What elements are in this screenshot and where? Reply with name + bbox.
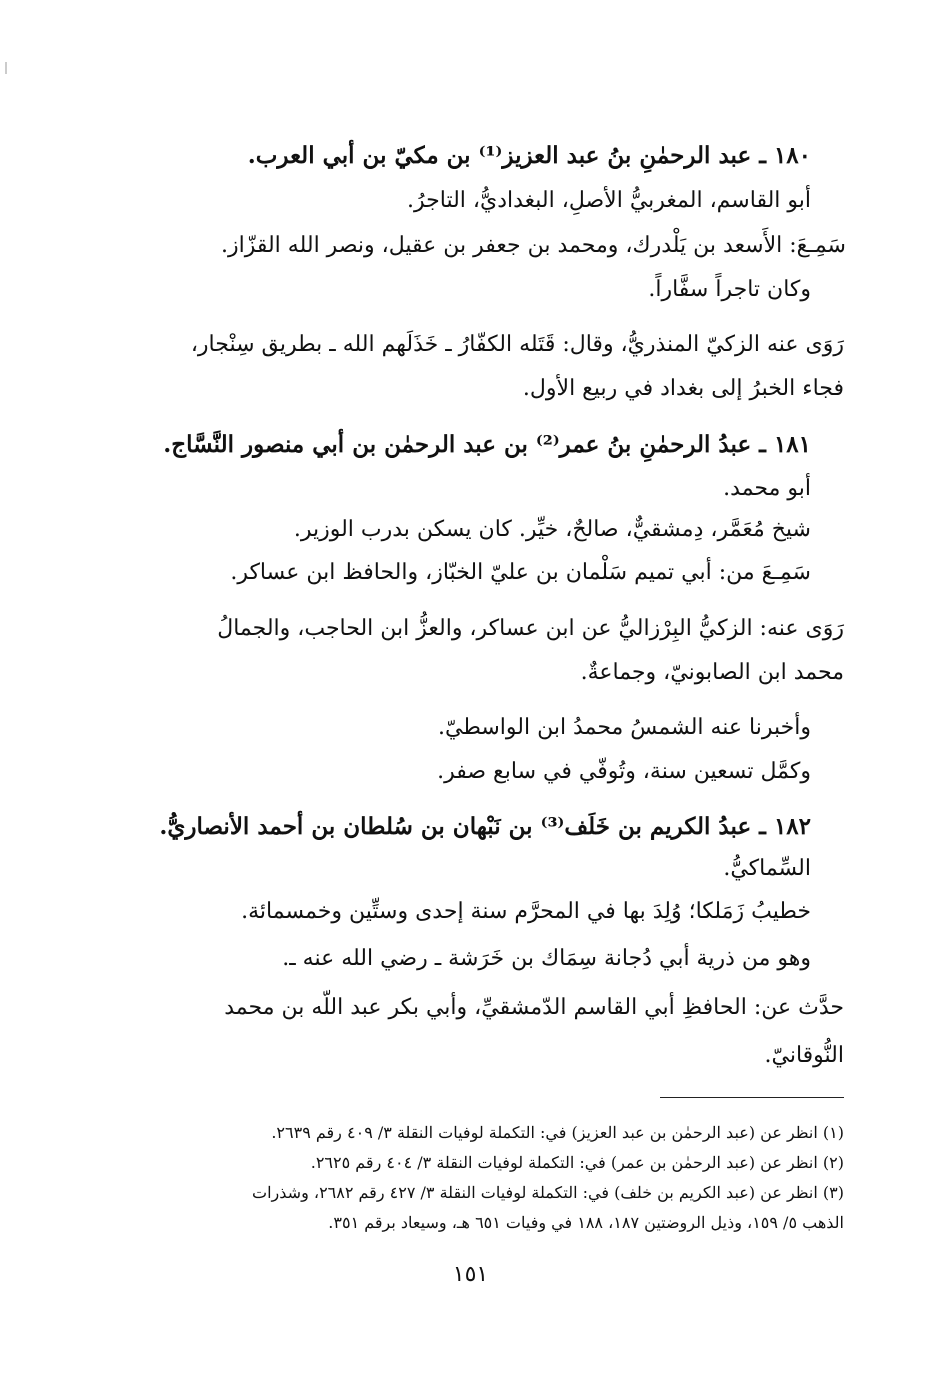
entry-182-line-5: النُّوقانيّ. xyxy=(764,1043,844,1068)
entry-180-line-5: فجاء الخبرُ إلى بغداد في ربيع الأول. xyxy=(522,376,844,401)
entry-180-line-1: أبو القاسم، المغربيُّ الأصلِ، البغداديُّ، التاجرُ. xyxy=(407,188,811,213)
entry-181-line-7: وكمَّل تسعين سنة، وتُوفّي في سابع صفر. xyxy=(437,759,811,784)
entry-181-line-1: أبو محمد. xyxy=(723,476,811,501)
entry-182-line-1: السِّماكيُّ. xyxy=(723,856,811,881)
footnote-2: (٢) انظر عن (عبد الرحمٰن بن عمر) في: التكملة لوفيات النقلة ٣/ ٤٠٤ رقم ٢٦٢٥. xyxy=(310,1153,844,1172)
footnote-3-continued: الذهب ٥/ ١٥٩، وذيل الروضتين ١٨٧، ١٨٨ في وفيات ٦٥١ هـ، وسيعاد برقم ٣٥١. xyxy=(328,1213,844,1232)
entry-180-line-2: سَمِـعَ: الأَسعد بن يَلْدرك، ومحمد بن جعفر بن عقيل، ونصر الله القزّاز. xyxy=(220,233,846,258)
entry-182-line-3: وهو من ذرية أبي دُجانة سِمَاك بن خَرَشة ـ رضي الله عنه ـ. xyxy=(282,946,811,971)
entry-180-line-3: وكان تاجراً سفَّاراً. xyxy=(648,277,811,302)
page-number: ١٥١ xyxy=(452,1262,489,1287)
entry-181-line-4: رَوَى عنه: الزكيُّ البِرْزاليُّ عن ابن عساكر، والعزُّ ابن الحاجب، والجمالُ xyxy=(217,616,844,641)
entry-181-line-2: شيخ مُعَمَّر، دِمشقيٌّ، صالحٌ، خيِّر. كان يسكن بدرب الوزير. xyxy=(293,517,811,542)
footnote-3: (٣) انظر عن (عبد الكريم بن خلف) في: التكملة لوفيات النقلة ٣/ ٤٢٧ رقم ٢٦٨٢، وشذرات xyxy=(252,1183,844,1202)
entry-182-line-2: خطيبُ زَمَلكا؛ وُلِدَ بها في المحرَّم سنة إحدى وستِّين وخمسمائة. xyxy=(241,899,811,924)
entry-181-line-6: وأخبرنا عنه الشمسُ محمدُ ابن الواسطيّ. xyxy=(437,715,811,740)
entry-182-heading: ١٨٢ ـ عبدُ الكريم بن خَلَف⁽³⁾ بن نَبْهان بن سُلطان بن أحمد الأنصاريُّ. xyxy=(159,813,811,840)
entry-181-line-3: سَمِـعَ من: أبي تميم سَلْمان بن عليّ الخبّاز، والحافظ ابن عساكر. xyxy=(230,560,811,585)
entry-181-heading: ١٨١ ـ عبدُ الرحمٰنِ بنُ عمر⁽²⁾ بن عبد الرحمٰن بن أبي منصور النَّسَّاج. xyxy=(163,431,811,458)
entry-181-line-5: محمد ابن الصابونيّ، وجماعةٌ. xyxy=(580,660,844,685)
footnote-1: (١) انظر عن (عبد الرحمٰن بن عبد العزيز) في: التكملة لوفيات النقلة ٣/ ٤٠٩ رقم ٢٦٣٩. xyxy=(271,1123,844,1142)
entry-182-line-4: حدَّث عن: الحافظِ أبي القاسم الدّمشقيِّ، وأبي بكر عبد اللّه بن محمد xyxy=(224,995,844,1020)
footnote-rule xyxy=(660,1097,844,1098)
entry-180-heading: ١٨٠ ـ عبد الرحمٰنِ بنُ عبد العزيز⁽¹⁾ بن مكيّ بن أبي العرب. xyxy=(247,142,811,169)
scan-speck xyxy=(5,62,7,74)
entry-180-line-4: رَوَى عنه الزكيّ المنذريُّ، وقال: قَتَله الكفّارُ ـ خَذَلَهم الله ـ بطريق سِنْجار، xyxy=(190,332,844,357)
